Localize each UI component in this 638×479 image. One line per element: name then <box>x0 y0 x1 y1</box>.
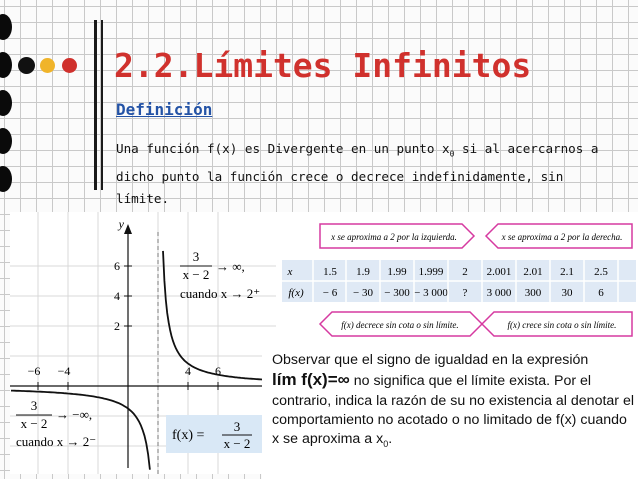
y-tick-label: 4 <box>114 289 120 303</box>
table-cell-fx: 6 <box>598 287 604 299</box>
annotation-condition: cuando x → 2⁻ <box>16 434 97 449</box>
table-cell-fx: ? <box>462 287 468 299</box>
table-cell-x: 2 <box>462 266 468 278</box>
limit-expression: lím f(x)=∞ <box>272 370 350 390</box>
table-cell-x: 2.01 <box>523 266 543 278</box>
x-tick-label: 6 <box>215 364 221 378</box>
table-cell-x: 1.99 <box>387 266 407 278</box>
observation-line1: Observar que el signo de igualdad en la expresión <box>272 352 589 368</box>
table-cell-x: 2.001 <box>486 266 512 278</box>
formula-numerator: 3 <box>233 419 241 434</box>
page-title: 2.2.Límites Infinitos <box>114 46 532 85</box>
definition-subscript: 0 <box>449 149 455 159</box>
observation-panel <box>262 343 638 479</box>
y-ticks <box>114 259 120 333</box>
margin-line <box>94 20 97 190</box>
margin-line <box>101 20 103 190</box>
binding-hole <box>0 128 12 154</box>
x-tick-label: 4 <box>185 364 191 378</box>
bottom-right-label: f(x) crece sin cota o sin límite. <box>507 320 617 330</box>
x-tick-label: −6 <box>27 364 41 378</box>
y-axis-arrow <box>124 224 132 234</box>
y-tick-label: 2 <box>114 319 120 333</box>
definition-text-part: Una función f(x) es Divergente en un punto x <box>116 141 450 156</box>
formula-lhs: f(x) = <box>172 428 205 443</box>
observation-body: no significa que el límite exista. Por el contrario, indica la razón de su no existencia al denotar el comportamiento no acotado o no limitado de f(x) cuando x se aproxima a x <box>272 373 634 448</box>
values-table-panel <box>276 212 638 344</box>
binding-hole <box>0 52 12 78</box>
annotation-condition: cuando x → 2⁺ <box>180 286 261 301</box>
definition-text <box>116 138 606 210</box>
formula-box <box>166 415 272 453</box>
binding-hole <box>0 14 12 40</box>
observation-end: . <box>388 431 393 448</box>
table-cell-x: 1.5 <box>323 266 337 278</box>
annotation-arrow: → ∞, <box>216 259 245 274</box>
table-cell-fx: 3 000 <box>486 287 512 299</box>
y-tick-label: 6 <box>114 259 120 273</box>
observation-subscript: 0 <box>383 439 389 450</box>
arrow-right-label: x se aproxima a 2 por la derecha. <box>501 232 623 242</box>
values-table <box>276 212 638 344</box>
definition-heading: Definición <box>116 100 213 119</box>
definition-text-part: si al acercarnos a dicho punto la función crece o decrece indefinidamente, sin límite. <box>116 141 599 206</box>
table-cell-fx: − 300 <box>384 287 410 299</box>
decor-dot-black <box>18 57 35 74</box>
annotation-numerator: 3 <box>30 398 38 413</box>
table-cell-x: 2.1 <box>560 266 574 278</box>
annotation-arrow: → −∞, <box>56 407 93 422</box>
x-tick-label: −4 <box>57 364 71 378</box>
row-label-x: x <box>287 266 293 278</box>
table-cell-fx: − 30 <box>353 287 373 299</box>
table-cell-fx: − 3 000 <box>414 287 448 299</box>
decor-dot-red <box>62 58 77 73</box>
table-cell-fx: − 6 <box>322 287 338 299</box>
annotation-numerator: 3 <box>192 249 200 264</box>
table-cell-x: 2.5 <box>594 266 608 278</box>
table-cell-fx: 30 <box>561 287 573 299</box>
observation-text <box>272 351 636 454</box>
bottom-left-label: f(x) decrece sin cota o sin límite. <box>341 320 459 330</box>
annotation-denominator: x − 2 <box>182 267 210 282</box>
decor-dot-yellow <box>40 58 55 73</box>
table-cell-x: 1.999 <box>418 266 444 278</box>
table-cell-fx: 300 <box>524 287 542 299</box>
binding-hole <box>0 166 12 192</box>
y-axis-label: y <box>118 217 124 231</box>
left-limit-annotation <box>16 398 96 449</box>
row-label-fx: f(x) <box>288 287 304 299</box>
binding-hole <box>0 90 12 116</box>
arrow-left-label: x se aproxima a 2 por la izquierda. <box>331 232 457 242</box>
table-cell-x: 1.9 <box>356 266 370 278</box>
formula-denominator: x − 2 <box>223 436 251 451</box>
function-graph-panel <box>10 212 276 474</box>
right-limit-annotation <box>180 249 260 301</box>
annotation-denominator: x − 2 <box>20 416 48 431</box>
function-graph <box>10 212 276 474</box>
